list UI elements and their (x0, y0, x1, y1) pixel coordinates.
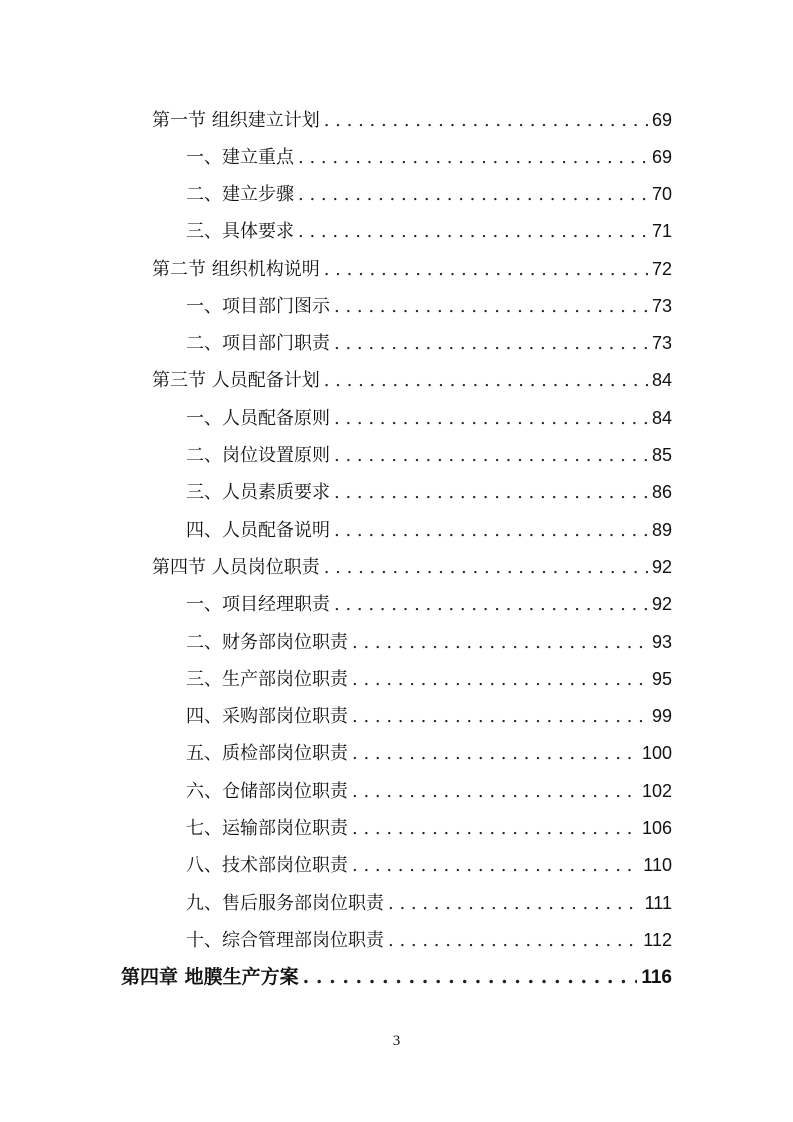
dot-leader (334, 405, 648, 433)
toc-entry[interactable] (186, 628, 672, 656)
toc-entry-label: 二、建立步骤 (186, 184, 294, 205)
toc-entry-chapter[interactable] (121, 963, 672, 991)
toc-entry[interactable] (186, 441, 672, 469)
toc-entry-label: 十、综合管理部岗位职责 (186, 930, 384, 951)
toc-entry-label: 一、项目经理职责 (186, 594, 330, 615)
toc-entry-label: 二、财务部岗位职责 (186, 632, 348, 653)
dot-leader (352, 852, 639, 880)
toc-entry-label: 九、售后服务部岗位职责 (186, 893, 384, 914)
toc-entry-label: 一、人员配备原则 (186, 408, 330, 429)
toc-entry-label: 六、仓储部岗位职责 (186, 781, 348, 802)
toc-entry-label: 二、项目部门职责 (186, 333, 330, 354)
toc-entry[interactable] (186, 404, 672, 432)
toc-entry[interactable] (186, 814, 672, 842)
toc-entry-page: 86 (651, 482, 672, 502)
toc-entry-page: 89 (651, 520, 672, 540)
toc-entry-label: 三、生产部岗位职责 (186, 669, 348, 690)
toc-entry[interactable] (186, 665, 672, 693)
toc-entry[interactable] (186, 777, 672, 805)
dot-leader (388, 927, 639, 955)
toc-entry[interactable] (186, 292, 672, 320)
toc-entry[interactable] (186, 739, 672, 767)
toc-entry-page: 92 (651, 594, 672, 614)
toc-entry-page: 70 (651, 184, 672, 204)
dot-leader (352, 740, 638, 768)
toc-entry-page: 100 (641, 743, 672, 763)
toc-entry-page: 111 (644, 893, 672, 913)
toc-entry[interactable] (186, 926, 672, 954)
toc-entry-page: 93 (651, 632, 672, 652)
toc-entry[interactable] (186, 889, 672, 917)
toc-entry-label: 八、技术部岗位职责 (186, 855, 348, 876)
toc-entry-page: 92 (651, 557, 672, 577)
toc-entry-label: 四、采购部岗位职责 (186, 706, 348, 727)
toc-entry-label: 第二节 组织机构说明 (152, 259, 320, 280)
dot-leader (334, 293, 648, 321)
dot-leader (324, 367, 648, 395)
toc-entry[interactable] (186, 329, 672, 357)
toc-entry-page: 73 (651, 333, 672, 353)
dot-leader (324, 256, 648, 284)
toc-entry[interactable] (186, 180, 672, 208)
toc-entry[interactable] (186, 702, 672, 730)
dot-leader (298, 181, 648, 209)
toc-entry-page: 99 (651, 706, 672, 726)
toc-entry[interactable] (186, 516, 672, 544)
toc-entry-page: 72 (651, 259, 672, 279)
dot-leader (334, 591, 648, 619)
toc-entry[interactable] (186, 851, 672, 879)
toc-entry[interactable] (186, 478, 672, 506)
toc-entry-page: 84 (651, 408, 672, 428)
dot-leader (334, 442, 648, 470)
dot-leader (298, 144, 648, 172)
toc-entry-page: 95 (651, 669, 672, 689)
dot-leader (352, 815, 638, 843)
dot-leader (298, 218, 648, 246)
toc-entry[interactable] (152, 366, 672, 394)
dot-leader (352, 629, 648, 657)
page-number: 3 (392, 1033, 401, 1049)
toc-entry-label: 一、建立重点 (186, 147, 294, 168)
dot-leader (334, 479, 648, 507)
toc-entry-label: 第三节 人员配备计划 (152, 370, 320, 391)
toc-entry[interactable] (152, 106, 672, 134)
toc-entry-page: 110 (643, 855, 672, 875)
toc-entry[interactable] (186, 217, 672, 245)
toc-entry-label: 第四章 地膜生产方案 (121, 966, 299, 988)
toc-entry-label: 一、项目部门图示 (186, 296, 330, 317)
toc-entry-label: 三、具体要求 (186, 221, 294, 242)
dot-leader (352, 703, 648, 731)
dot-leader (324, 107, 648, 135)
toc-entry[interactable] (152, 553, 672, 581)
dot-leader (352, 666, 648, 694)
toc-entry-label: 第一节 组织建立计划 (152, 110, 320, 131)
toc-entry[interactable] (186, 143, 672, 171)
dot-leader (334, 517, 648, 545)
dot-leader (324, 554, 648, 582)
dot-leader (388, 890, 641, 918)
toc-entry-page: 69 (651, 110, 672, 130)
toc-entry-page: 69 (651, 147, 672, 167)
toc-entry-label: 七、运输部岗位职责 (186, 818, 348, 839)
toc-entry-page: 84 (651, 370, 672, 390)
toc-entry-page: 112 (643, 930, 672, 950)
toc-entry-label: 四、人员配备说明 (186, 520, 330, 541)
toc-entry-page: 71 (651, 221, 672, 241)
toc-entry-label: 二、岗位设置原则 (186, 445, 330, 466)
toc-entry[interactable] (186, 590, 672, 618)
toc-entry-label: 第四节 人员岗位职责 (152, 557, 320, 578)
toc-entry-page: 116 (641, 967, 672, 988)
dot-leader (303, 963, 638, 991)
toc-entry-page: 102 (641, 781, 672, 801)
toc-entry-page: 85 (651, 445, 672, 465)
toc-entry-label: 五、质检部岗位职责 (186, 743, 348, 764)
toc-entry[interactable] (152, 255, 672, 283)
toc-entry-page: 73 (651, 296, 672, 316)
toc-entry-label: 三、人员素质要求 (186, 482, 330, 503)
dot-leader (352, 778, 638, 806)
dot-leader (334, 330, 648, 358)
toc-entry-page: 106 (641, 818, 672, 838)
